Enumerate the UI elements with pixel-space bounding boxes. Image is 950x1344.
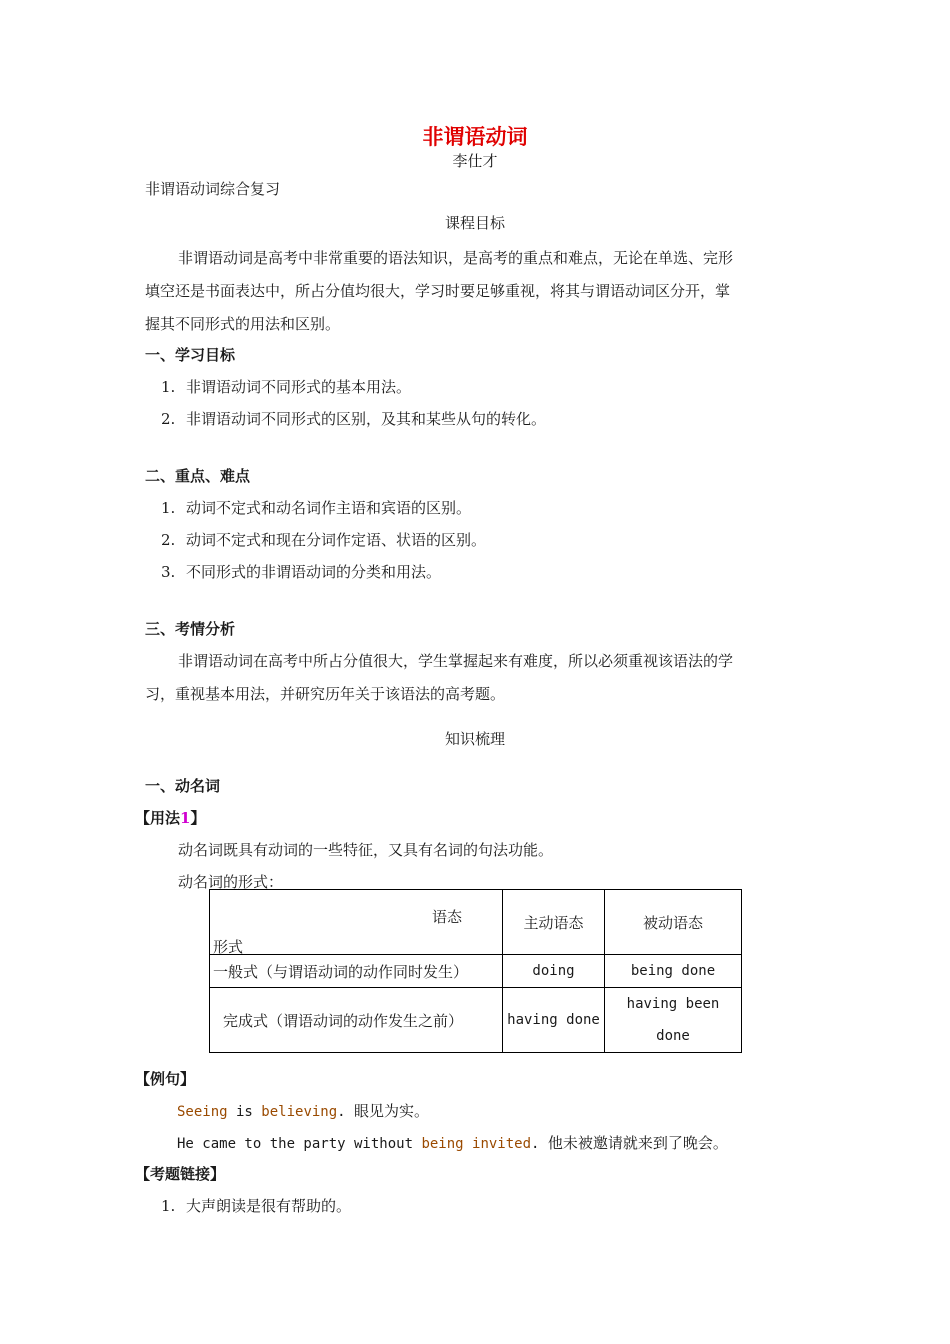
intro-line-2: 填空还是书面表达中，所占分值均很大，学习时要足够重视，将其与谓语动词区分开，掌 bbox=[145, 282, 731, 300]
exam-analysis-line-2: 习，重视基本用法，并研究历年关于该语法的高考题。 bbox=[145, 685, 506, 703]
table-row bbox=[210, 955, 742, 988]
section-learning-goals-heading: 一、学习目标 bbox=[145, 346, 236, 364]
list-item-number: 2. bbox=[161, 531, 176, 549]
list-item: 动词不定式和现在分词作定语、状语的区别。 bbox=[186, 531, 487, 549]
table-header-active: 主动语态 bbox=[503, 890, 605, 955]
list-item: 非谓语动词不同形式的区别，及其和某些从句的转化。 bbox=[186, 410, 547, 428]
example-text: He came to the party without bbox=[177, 1136, 422, 1152]
list-item-number: 1. bbox=[161, 499, 176, 517]
usage-number: 1 bbox=[180, 809, 191, 827]
list-item-number: 2. bbox=[161, 410, 176, 428]
intro-line-3: 握其不同形式的用法和区别。 bbox=[145, 315, 341, 333]
examples-heading: 【例句】 bbox=[135, 1070, 196, 1088]
table-cell-passive: being done bbox=[605, 955, 742, 988]
list-item-number: 1. bbox=[161, 378, 176, 396]
example-word: believing bbox=[261, 1104, 338, 1120]
table-row bbox=[210, 988, 742, 1053]
example-sentence-2 bbox=[177, 1133, 728, 1154]
list-item-number: 3. bbox=[161, 563, 176, 581]
table-row bbox=[210, 890, 742, 955]
table-corner-form: 形式 bbox=[213, 938, 244, 956]
table-cell-passive-line: having been bbox=[626, 996, 720, 1012]
table-cell-form: 一般式（与谓语动词的动作同时发生） bbox=[210, 955, 503, 988]
knowledge-heading: 知识梳理 bbox=[444, 730, 505, 748]
usage-close: 】 bbox=[190, 809, 206, 827]
example-word: Seeing bbox=[177, 1104, 228, 1120]
section-exam-analysis-heading: 三、考情分析 bbox=[145, 620, 236, 638]
table-cell-active: doing bbox=[503, 955, 605, 988]
table-cell-form: 完成式（谓语动词的动作发生之前） bbox=[210, 988, 503, 1053]
table-cell-active: having done bbox=[503, 988, 605, 1053]
exam-link-heading: 【考题链接】 bbox=[135, 1165, 226, 1183]
exam-analysis-line-1: 非谓语动词在高考中所占分值很大，学生掌握起来有难度，所以必须重视该语法的学 bbox=[178, 652, 734, 670]
author: 李仕才 bbox=[452, 152, 498, 170]
section-key-points-heading: 二、重点、难点 bbox=[145, 467, 251, 485]
usage-label bbox=[135, 808, 205, 828]
example-translation: 他未被邀请就来到了晚会。 bbox=[547, 1134, 728, 1152]
list-item: 不同形式的非谓语动词的分类和用法。 bbox=[186, 563, 442, 581]
table-cell-passive-line: done bbox=[656, 1028, 690, 1044]
example-text: . bbox=[531, 1136, 548, 1152]
table-header-passive: 被动语态 bbox=[605, 890, 742, 955]
gerund-forms-table bbox=[209, 889, 742, 1053]
usage-open: 【用法 bbox=[135, 809, 181, 827]
table-corner-voice: 语态 bbox=[432, 908, 463, 926]
example-highlight: being invited bbox=[421, 1136, 532, 1152]
table-corner-cell bbox=[210, 890, 503, 955]
example-sentence-1 bbox=[177, 1101, 429, 1122]
example-translation: 眼见为实。 bbox=[354, 1102, 430, 1120]
intro-line-1: 非谓语动词是高考中非常重要的语法知识，是高考的重点和难点，无论在单选、完形 bbox=[178, 249, 734, 267]
list-item: 动词不定式和动名词作主语和宾语的区别。 bbox=[186, 499, 472, 517]
list-item: 非谓语动词不同形式的基本用法。 bbox=[186, 378, 412, 396]
gerund-description: 动名词既具有动词的一些特征，又具有名词的句法功能。 bbox=[178, 841, 554, 859]
document-title: 非谓语动词 bbox=[422, 124, 528, 149]
list-item: 大声朗读是很有帮助的。 bbox=[186, 1197, 352, 1215]
subtitle: 非谓语动词综合复习 bbox=[145, 180, 281, 198]
example-word: . bbox=[337, 1104, 355, 1120]
list-item-number: 1. bbox=[161, 1197, 176, 1215]
course-goal-heading: 课程目标 bbox=[444, 214, 505, 232]
example-word: is bbox=[227, 1104, 262, 1120]
gerund-forms-intro: 动名词的形式： bbox=[178, 873, 284, 891]
gerund-heading: 一、动名词 bbox=[145, 777, 221, 795]
table-cell-passive bbox=[605, 988, 742, 1053]
